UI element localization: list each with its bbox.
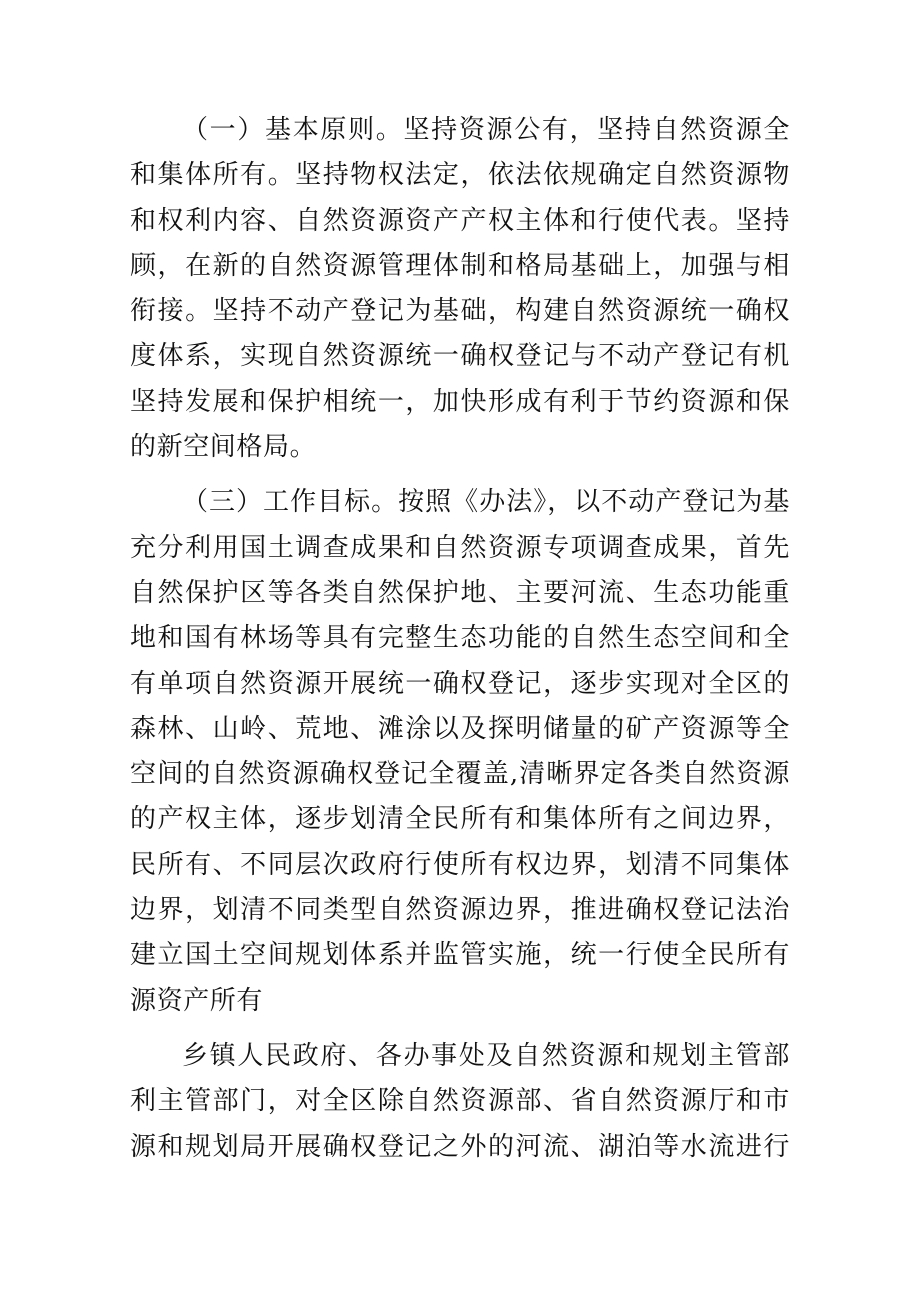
text-line: 自然保护区等各类自然保护地、主要河流、生态功能重	[130, 577, 790, 608]
text-line: 的产权主体，逐步划清全民所有和集体所有之间边界，	[130, 804, 790, 835]
text-line: 顾，在新的自然资源管理体制和格局基础上，加强与相	[130, 250, 790, 281]
text-line: 度体系，实现自然资源统一确权登记与不动产登记有机	[130, 341, 790, 372]
text-line: （三）工作目标。按照《办法》，以不动产登记为基	[182, 487, 790, 518]
text-line: 和集体所有。坚持物权法定，依法依规确定自然资源物	[130, 160, 790, 191]
text-line: 利主管部门，对全区除自然资源部、省自然资源厅和市	[130, 1086, 790, 1117]
text-line: 乡镇人民政府、各办事处及自然资源和规划主管部	[182, 1040, 790, 1071]
text-line: 源和规划局开展确权登记之外的河流、湖泊等水流进行	[130, 1131, 790, 1162]
text-line: 民所有、不同层次政府行使所有权边界，划清不同集体	[130, 849, 790, 880]
text-line: 边界，划清不同类型自然资源边界，推进确权登记法治	[130, 895, 790, 926]
paragraph-township-governments	[130, 1034, 790, 1170]
document-page	[130, 108, 790, 1170]
text-line: 和权利内容、自然资源资产产权主体和行使代表。坚持	[130, 205, 790, 236]
text-line: 森林、山岭、荒地、滩涂以及探明储量的矿产资源等全	[130, 713, 790, 744]
text-line: 地和国有林场等具有完整生态功能的自然生态空间和全	[130, 623, 790, 654]
paragraph-work-goals	[130, 480, 790, 1024]
text-line: 建立国土空间规划体系并监管实施，统一行使全民所有	[130, 940, 790, 971]
text-line: 的新空间格局。	[130, 432, 317, 463]
text-line: （一）基本原则。坚持资源公有，坚持自然资源全	[182, 115, 790, 145]
text-line: 充分利用国土调查成果和自然资源专项调查成果，首先	[130, 532, 790, 563]
text-line: 衔接。坚持不动产登记为基础，构建自然资源统一确权	[130, 296, 790, 327]
text-line: 源资产所有	[130, 985, 264, 1016]
paragraph-basic-principles	[130, 108, 790, 470]
text-line: 坚持发展和保护相统一，加快形成有利于节约资源和保	[130, 386, 790, 417]
text-line: 空间的自然资源确权登记全覆盖,清晰界定各类自然资源	[130, 759, 790, 790]
text-line: 有单项自然资源开展统一确权登记，逐步实现对全区的	[130, 668, 790, 699]
